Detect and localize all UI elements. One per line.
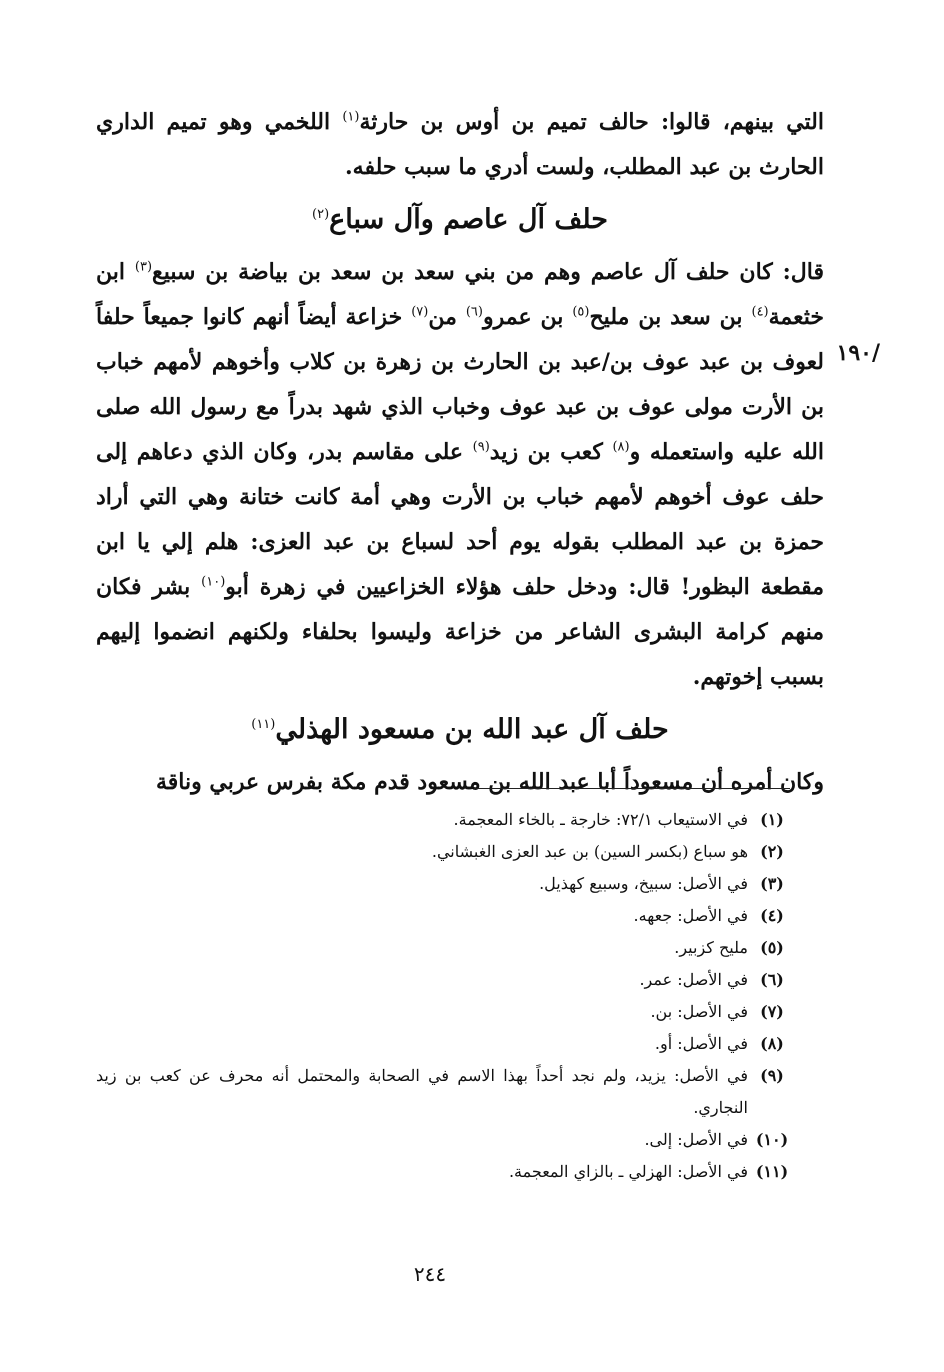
text-run: بن عمرو <box>482 304 573 330</box>
footnote-reference: (٢) <box>312 207 330 222</box>
footnote-item <box>96 868 796 900</box>
footnote-text: في الأصل: سبيخ، وسبيع كهذيل. <box>539 874 748 893</box>
footnote-number: (٦) <box>760 970 784 989</box>
footnote-reference: (١١) <box>251 717 276 732</box>
footnote-number: (٨) <box>760 1034 784 1053</box>
footnote-item <box>96 932 796 964</box>
margin-page-number: /١٩٠ <box>836 340 880 366</box>
footnote-item <box>96 1124 796 1156</box>
footnote-text: في الأصل: إلى. <box>644 1130 748 1149</box>
footnote-number: (١) <box>760 810 784 829</box>
text-run: كعب بن زيد <box>489 439 613 465</box>
text-run: حلف آل عاصم وآل سباع <box>329 204 608 235</box>
text-run: ابن خثعمة <box>96 259 824 330</box>
footnote-reference: (٩) <box>472 439 490 455</box>
text-run: قال: كان حلف آل عاصم وهم من بني سعد بن سعد بن بياضة بن سبيع <box>152 259 824 285</box>
footnote-number: (٧) <box>760 1002 784 1021</box>
footnote-reference: (٤) <box>751 304 769 320</box>
footnote-reference: (٧) <box>411 304 429 320</box>
footnote-text: في الأصل: الهزلي ـ بالزاي المعجمة. <box>508 1162 748 1181</box>
footnote-text: في الأصل: عمر. <box>639 970 748 989</box>
footnote-item <box>96 1028 796 1060</box>
footnote-reference: (٦) <box>465 304 483 320</box>
footnote-text: في الأصل: جعهه. <box>633 906 748 925</box>
footnote-text: مليح كزبير. <box>674 938 748 957</box>
footnote-item <box>96 964 796 996</box>
footnote-text: في الاستيعاب ٧٢/١: خارجة ـ بالخاء المعجمة. <box>453 810 748 829</box>
text-run: حلف آل عبد الله بن مسعود الهذلي <box>275 714 669 745</box>
body-paragraph <box>96 250 824 700</box>
text-run: اللخمي وهو تميم الداري الحارث بن عبد المطلب، ولست أدري ما سبب حلفه. <box>96 109 824 180</box>
section-heading <box>96 190 824 250</box>
footnote-number: (٣) <box>760 874 784 893</box>
footnote-reference: (٣) <box>134 259 153 275</box>
footnote-number: (٢) <box>760 842 784 861</box>
footnote-text: هو سباع (بكسر السين) بن عبد العزى الغبشاني. <box>431 842 748 861</box>
body-paragraph <box>96 100 824 190</box>
footnote-number: (١٠) <box>755 1130 789 1149</box>
footnote-reference: (٥) <box>572 304 590 320</box>
body-paragraph <box>96 760 824 805</box>
text-run: وكان أمره أن مسعوداً أبا عبد الله بن مسعود قدم مكة بفرس عربي وناقة <box>155 769 824 795</box>
footnote-text: في الأصل: بن. <box>650 1002 748 1021</box>
footnote-number: (٤) <box>760 906 784 925</box>
footnote-text: في الأصل: يزيد، ولم نجد أحداً بهذا الاسم في الصحابة والمحتمل أنه محرف عن كعب بن زيد النجاري. <box>96 1066 748 1117</box>
section-heading <box>96 700 824 760</box>
footnote-item <box>96 804 796 836</box>
text-run: خزاعة أيضاً أنهم كانوا جميعاً حلفاً لعوف بن عبد عوف بن/عبد بن الحارث بن زهرة بن كلاب وأخوهم لأمهم خباب بن الأرت مولى عوف بن عبد عوف وخباب الذي شهد بدراً مع رسول الله صلى الله عليه واستعمله و <box>96 304 824 465</box>
footnotes-list <box>96 804 796 1188</box>
footnote-reference: (٨) <box>612 439 630 455</box>
footnote-number: (٩) <box>760 1066 784 1085</box>
footnote-item <box>96 996 796 1028</box>
footnote-reference: (١) <box>342 109 360 125</box>
footnote-reference: (١٠) <box>201 574 226 590</box>
footnote-item <box>96 1156 796 1188</box>
footnote-number: (١١) <box>755 1162 789 1181</box>
footnote-item <box>96 836 796 868</box>
footnote-text: في الأصل: أو. <box>654 1034 748 1053</box>
footnote-item <box>96 900 796 932</box>
footnote-item <box>96 1060 796 1124</box>
text-run: بشر فكان منهم كرامة البشرى الشاعر من خزاعة وليسوا بحلفاء ولكنهم انضموا إليهم بسبب إخوتهم. <box>96 574 824 690</box>
main-text <box>96 100 824 805</box>
text-run: بن سعد بن مليح <box>589 304 752 330</box>
footnote-number: (٥) <box>760 938 784 957</box>
text-run: على مقاسم بدر، وكان الذي دعاهم إلى حلف عوف أخوهم لأمهم خباب بن الأرت وهي أمة كانت ختانة وهي التي أراد حمزة بن عبد المطلب بقوله يوم أحد لسباع بن عبد العزى: هلم إلي يا ابن مقطعة البظور! قال: ودخل حلف هؤلاء الخزاعيين في زهرة أبو <box>96 439 824 600</box>
text-run: التي بينهم، قالوا: حالف تميم بن أوس بن حارثة <box>359 109 824 135</box>
page-number: ٢٤٤ <box>413 1262 447 1286</box>
footnote-separator <box>474 788 790 789</box>
text-run: من <box>428 304 466 330</box>
